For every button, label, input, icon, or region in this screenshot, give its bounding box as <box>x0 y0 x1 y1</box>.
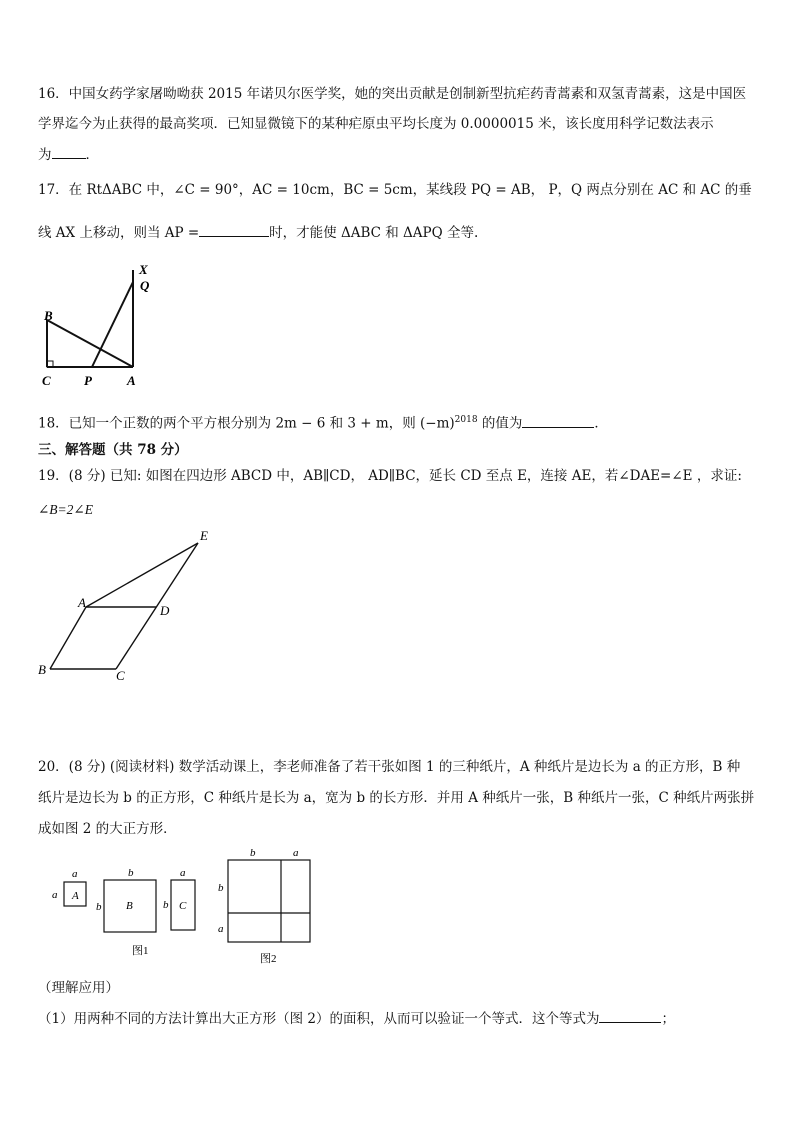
label-a: A <box>78 595 86 610</box>
piece-b-label: B <box>126 900 133 912</box>
q19-line-1: 19．(8 分) 已知: 如图在四边形 ABCD 中，AB∥CD， AD∥BC，延长 CD 至点 E，连接 AE，若∠DAE=∠E ，求证: <box>38 468 742 484</box>
q17-line-1: 17．在 RtΔABC 中，∠C = 90°，AC = 10cm，BC = 5cm，某线段 PQ = AB， P，Q 两点分别在 AC 和 AC 的垂 <box>38 182 752 198</box>
q18-exponent: 2018 <box>454 415 478 425</box>
q16-line-3-prefix: 为 <box>38 147 52 163</box>
q18-answer-blank[interactable] <box>522 413 594 428</box>
piece-b-side-b: b <box>96 901 102 913</box>
label-b: B <box>38 662 46 677</box>
q20-line-1: 20．(8 分) (阅读材料) 数学活动课上，李老师准备了若干张如图 1 的三种纸片，A 种纸片是边长为 a 的正方形，B 种 <box>38 759 741 775</box>
q18-middle: 的值为 <box>477 415 523 432</box>
q16-line-2: 学界迄今为止获得的最高奖项．已知显微镜下的某种疟原虫平均长度为 0.0000015 米，该长度用科学记数法表示 <box>38 116 714 132</box>
big-square <box>228 860 310 942</box>
q16-answer-blank[interactable] <box>52 144 86 159</box>
figure-1-caption: 图1 <box>132 945 149 957</box>
side-label-a: a <box>218 923 224 935</box>
q18-suffix: ． <box>594 415 608 432</box>
piece-a-label: A <box>72 890 79 902</box>
piece-c-label: C <box>179 900 187 912</box>
q18-prefix: 18．已知一个正数的两个平方根分别为 2m − 6 和 3 + m，则 (−m) <box>38 415 455 432</box>
line-ce <box>116 543 198 669</box>
label-q: Q <box>140 278 150 293</box>
piece-b-top-b: b <box>128 867 134 879</box>
q20-line-2: 纸片是边长为 b 的正方形，C 种纸片是长为 a，宽为 b 的长方形．并用 A 种纸片一张，B 种纸片一张，C 种纸片两张拼 <box>38 790 755 806</box>
q17-line-2-prefix: 线 AX 上移动，则当 AP = <box>38 225 200 241</box>
q17-line-2-suffix: 时，才能使 ΔABC 和 ΔAPQ 全等. <box>269 225 479 241</box>
label-a: A <box>127 373 136 388</box>
line-ba <box>47 320 133 367</box>
q18-line <box>38 410 608 434</box>
piece-a-top-a: a <box>72 868 78 880</box>
label-b: B <box>44 308 53 323</box>
q17-line-2 <box>38 222 478 243</box>
figure-2-caption: 图2 <box>260 953 277 965</box>
label-x: X <box>139 262 148 277</box>
line-pq <box>92 282 133 367</box>
side-label-b: b <box>218 882 224 894</box>
q16-line-3 <box>38 144 99 165</box>
piece-c-top-a: a <box>180 867 186 879</box>
piece-c-side-b: b <box>163 899 169 911</box>
top-label-a: a <box>293 847 299 859</box>
q19-figure <box>36 528 216 688</box>
label-c: C <box>42 373 51 388</box>
piece-a-side-a: a <box>52 889 58 901</box>
q17-answer-blank[interactable] <box>199 222 269 237</box>
label-c: C <box>116 668 125 683</box>
q20-figure-2 <box>214 846 324 966</box>
q16-line-3-suffix: ． <box>85 147 99 163</box>
q20-figure-1 <box>46 862 216 962</box>
label-d: D <box>160 603 170 618</box>
understand-heading: （理解应用） <box>38 980 119 996</box>
top-label-b: b <box>250 847 256 859</box>
q16-line-1: 16．中国女药学家屠呦呦获 2015 年诺贝尔医学奖，她的突出贡献是创制新型抗疟药青蒿素和双氢青蒿素，这是中国医 <box>38 86 747 102</box>
q17-figure <box>38 260 178 390</box>
q20-sub1-prefix: （1）用两种不同的方法计算出大正方形（图 2）的面积，从而可以验证一个等式．这个等式为 <box>38 1011 600 1027</box>
q19-line-2: ∠B=2∠E <box>38 502 93 517</box>
q20-sub1-suffix: ； <box>661 1011 675 1027</box>
label-e: E <box>200 528 208 543</box>
q20-sub1-answer-blank[interactable] <box>599 1008 661 1023</box>
q20-line-3: 成如图 2 的大正方形． <box>38 821 177 837</box>
line-ae <box>86 543 198 607</box>
line-ab <box>50 607 86 669</box>
label-p: P <box>84 373 92 388</box>
section-3-title: 三、解答题（共 78 分） <box>38 442 188 458</box>
q20-sub1 <box>38 1008 675 1029</box>
